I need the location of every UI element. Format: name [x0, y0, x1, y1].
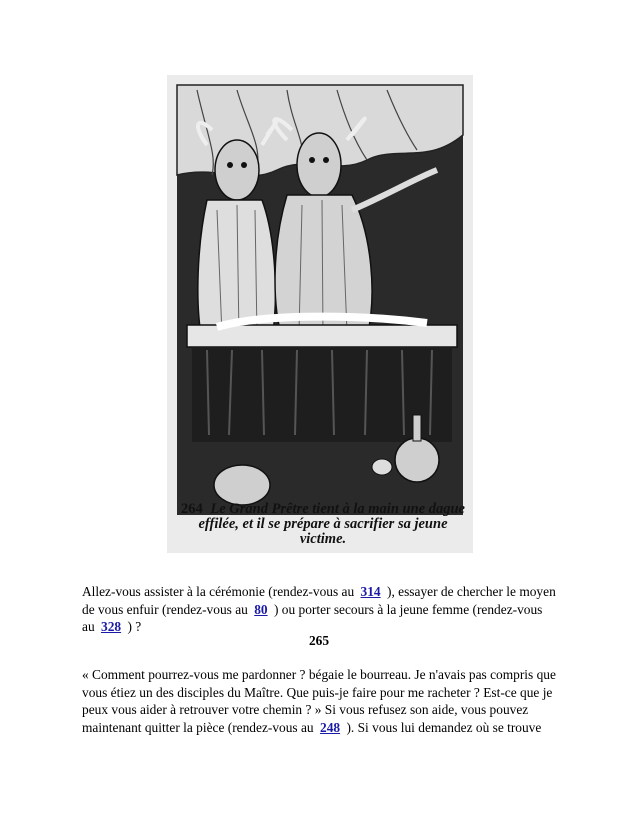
link-section-314[interactable]: 314 — [360, 584, 381, 599]
paragraph-text: ). Si vous lui demandez où se trouve — [346, 719, 542, 735]
illustration — [167, 75, 473, 553]
section-number: 265 — [308, 633, 330, 648]
paragraph-text: ), essayer de chercher le moyen de vous enfuir (rendez-vous au — [82, 584, 556, 617]
illustration-number: 264 — [181, 501, 203, 517]
ritual-scene-drawing — [167, 75, 473, 553]
paragraph-265 — [82, 666, 556, 736]
paragraph-text: « Comment pourrez-vous me pardonner ? bégaie le bourreau. Je n'avais pas compris que vous étiez un des disciples du Maître. Que puis-je faire pour me racheter ? Est-ce que je peux vous aider à retrouver votre chemin ? » Si vous refusez son aide, vous pouvez maintenant quitter la pièce (rendez-vous au — [82, 667, 556, 735]
link-section-80[interactable]: 80 — [254, 601, 268, 617]
paragraph-text: ) ? — [127, 619, 142, 634]
paragraph-264 — [82, 583, 556, 636]
paragraph-text: ) ou porter secours à la jeune femme (rendez-vous au — [82, 601, 543, 634]
illustration-caption-text: Le Grand Prêtre tient à la main une dague effilée, et il se prépare à sacrifier sa jeune victime. — [198, 501, 465, 547]
link-section-248[interactable]: 248 — [320, 719, 341, 735]
illustration-caption — [179, 502, 467, 547]
paragraph-text: Allez-vous assister à la cérémonie (rendez-vous au — [82, 584, 355, 599]
link-section-328[interactable]: 328 — [101, 619, 122, 634]
